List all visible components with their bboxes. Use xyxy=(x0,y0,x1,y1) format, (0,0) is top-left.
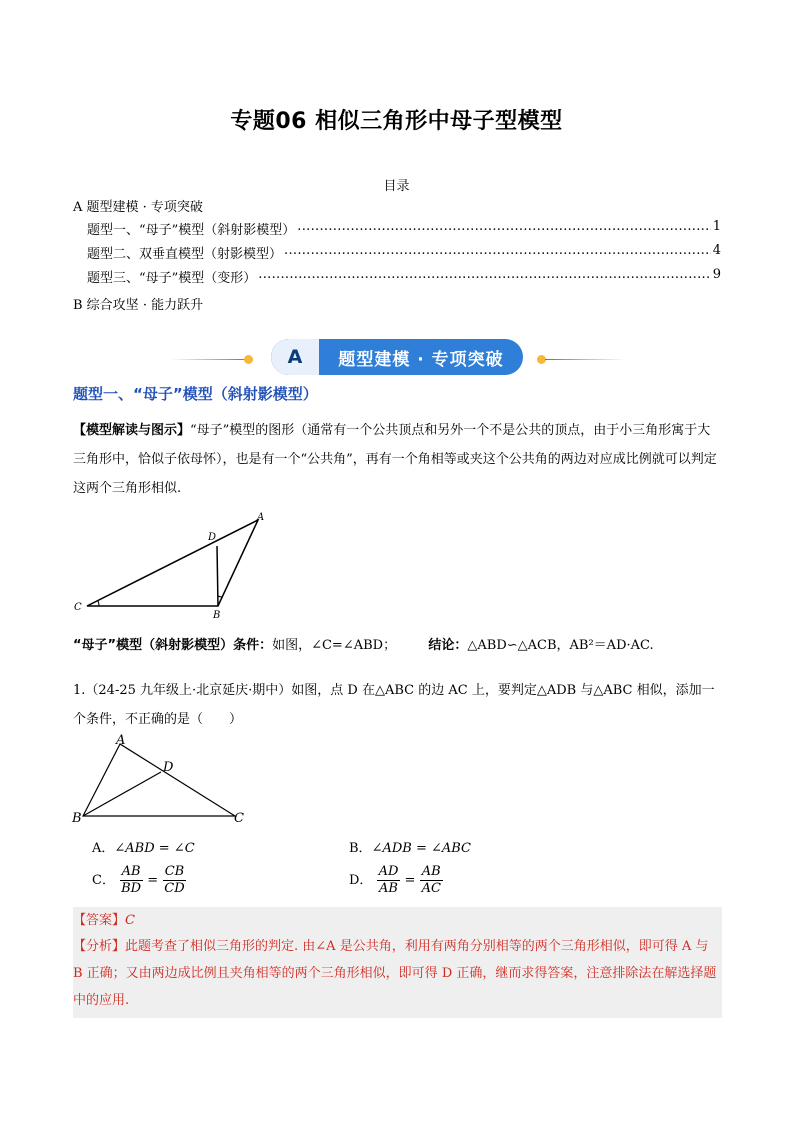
banner-right-line xyxy=(545,359,625,360)
option-d-letter: D． xyxy=(349,873,373,888)
fraction-ab-ac: $\frac{AB}{AC}$ xyxy=(421,864,441,896)
model-text: “母子”模型的图形（通常有一个公共顶点和另外一个不是公共的顶点，由于小三角形寓于大三角形中，恰似子依母怀），也是有一个“公共角”，再有一个角相等或夹这个公共角的两边对应成比例就可以判定这两个三角形相似. xyxy=(73,423,717,496)
toc-item-label: 题型二、双垂直模型（射影模型） xyxy=(87,247,283,262)
toc-item-page: 9 xyxy=(712,267,721,282)
toc-part-a[interactable]: A 题型建模 · 专项突破 xyxy=(73,200,203,215)
section-banner xyxy=(271,339,523,375)
banner-text: 题型建模 · 专项突破 xyxy=(338,349,504,370)
angle-abd-mark xyxy=(218,596,222,597)
label-b: B xyxy=(213,610,221,620)
fraction-ab-bd: $\frac{AB}{BD}$ xyxy=(121,864,142,896)
model-label: 【模型解读与图示】 xyxy=(73,423,191,438)
toc-item-1[interactable] xyxy=(87,219,721,238)
label-c-q1: C xyxy=(234,811,244,826)
label-b-q1: B xyxy=(72,811,82,826)
toc-item-page: 4 xyxy=(712,243,721,258)
toc-item-label: 题型一、“母子”模型（斜射影模型） xyxy=(87,223,296,238)
page-title: 专题06 相似三角形中母子型模型 xyxy=(230,109,563,134)
option-c-letter: C． xyxy=(92,873,115,888)
fraction-cb-cd: $\frac{CB}{CD}$ xyxy=(164,864,185,896)
label-a-q1: A xyxy=(116,733,126,748)
conclusion-text: △ABD∽△ACB，AB²＝AD·AC. xyxy=(467,638,654,653)
toc-leader-dots xyxy=(297,219,710,238)
analysis-text: 此题考查了相似三角形的判定. 由∠A 是公共角，利用有两角分别相等的两个三角形相似，即可得 A 与 B 正确；又由两边成比例且夹角相等的两个三角形相似，即可得 D 正确，继而求得答案，注意排除法在解选择题中的应用. xyxy=(73,939,717,1008)
toc-item-3[interactable] xyxy=(87,267,721,286)
toc-heading: 目录 xyxy=(383,179,410,194)
analysis-paragraph xyxy=(73,933,722,1014)
label-d: D xyxy=(208,532,217,543)
figure-question-1 xyxy=(70,732,250,827)
toc-item-label: 题型三、“母子”模型（变形） xyxy=(87,271,257,286)
toc-item-2[interactable] xyxy=(87,243,721,262)
option-b-letter: B． xyxy=(349,841,372,856)
model-paragraph xyxy=(73,416,723,503)
triangle-abc xyxy=(87,520,258,606)
option-d[interactable] xyxy=(349,864,443,897)
toc-leader-dots xyxy=(258,267,710,286)
equals-sign: = xyxy=(147,873,159,888)
segment-bd xyxy=(217,546,218,606)
question-1: 1.（24-25 九年级上·北京延庆·期中）如图，点 D 在△ABC 的边 AC 上，要判定△ADB 与△ABC 相似，添加一个条件，不正确的是（ ） xyxy=(73,683,715,727)
banner-letter: A xyxy=(271,339,319,375)
section-title: 题型一、“母子”模型（斜射影模型） xyxy=(73,385,318,403)
option-a-letter: A． xyxy=(92,841,115,856)
answer-label: 【答案】 xyxy=(73,913,126,928)
toc-part-b[interactable]: B 综合攻坚 · 能力跃升 xyxy=(73,298,204,313)
triangle-abc-q1 xyxy=(83,744,235,816)
banner-left-dot xyxy=(244,355,253,364)
option-a-text: ∠ABD = ∠C xyxy=(114,841,195,856)
banner-left-line xyxy=(170,359,250,360)
condition-label: “母子”模型（斜射影模型）条件： xyxy=(73,638,273,653)
answer-line xyxy=(73,907,722,934)
conclusion-label: 结论： xyxy=(428,638,468,653)
label-a: A xyxy=(257,512,265,523)
label-c: C xyxy=(74,602,82,613)
option-a[interactable] xyxy=(92,837,195,856)
option-b[interactable] xyxy=(349,837,471,856)
condition-line xyxy=(73,634,654,653)
figure-mother-child xyxy=(70,508,270,620)
option-c[interactable] xyxy=(92,864,187,897)
label-d-q1: D xyxy=(163,760,174,775)
toc-item-page: 1 xyxy=(712,219,721,234)
option-b-text: ∠ADB = ∠ABC xyxy=(371,841,471,856)
toc-leader-dots xyxy=(284,243,711,262)
fraction-ad-ab: $\frac{AD}{AB}$ xyxy=(378,864,399,896)
equals-sign: = xyxy=(404,873,416,888)
answer-value: C xyxy=(125,913,135,928)
condition-text: 如图，∠C=∠ABD； xyxy=(272,638,397,653)
analysis-label: 【分析】 xyxy=(73,939,126,954)
